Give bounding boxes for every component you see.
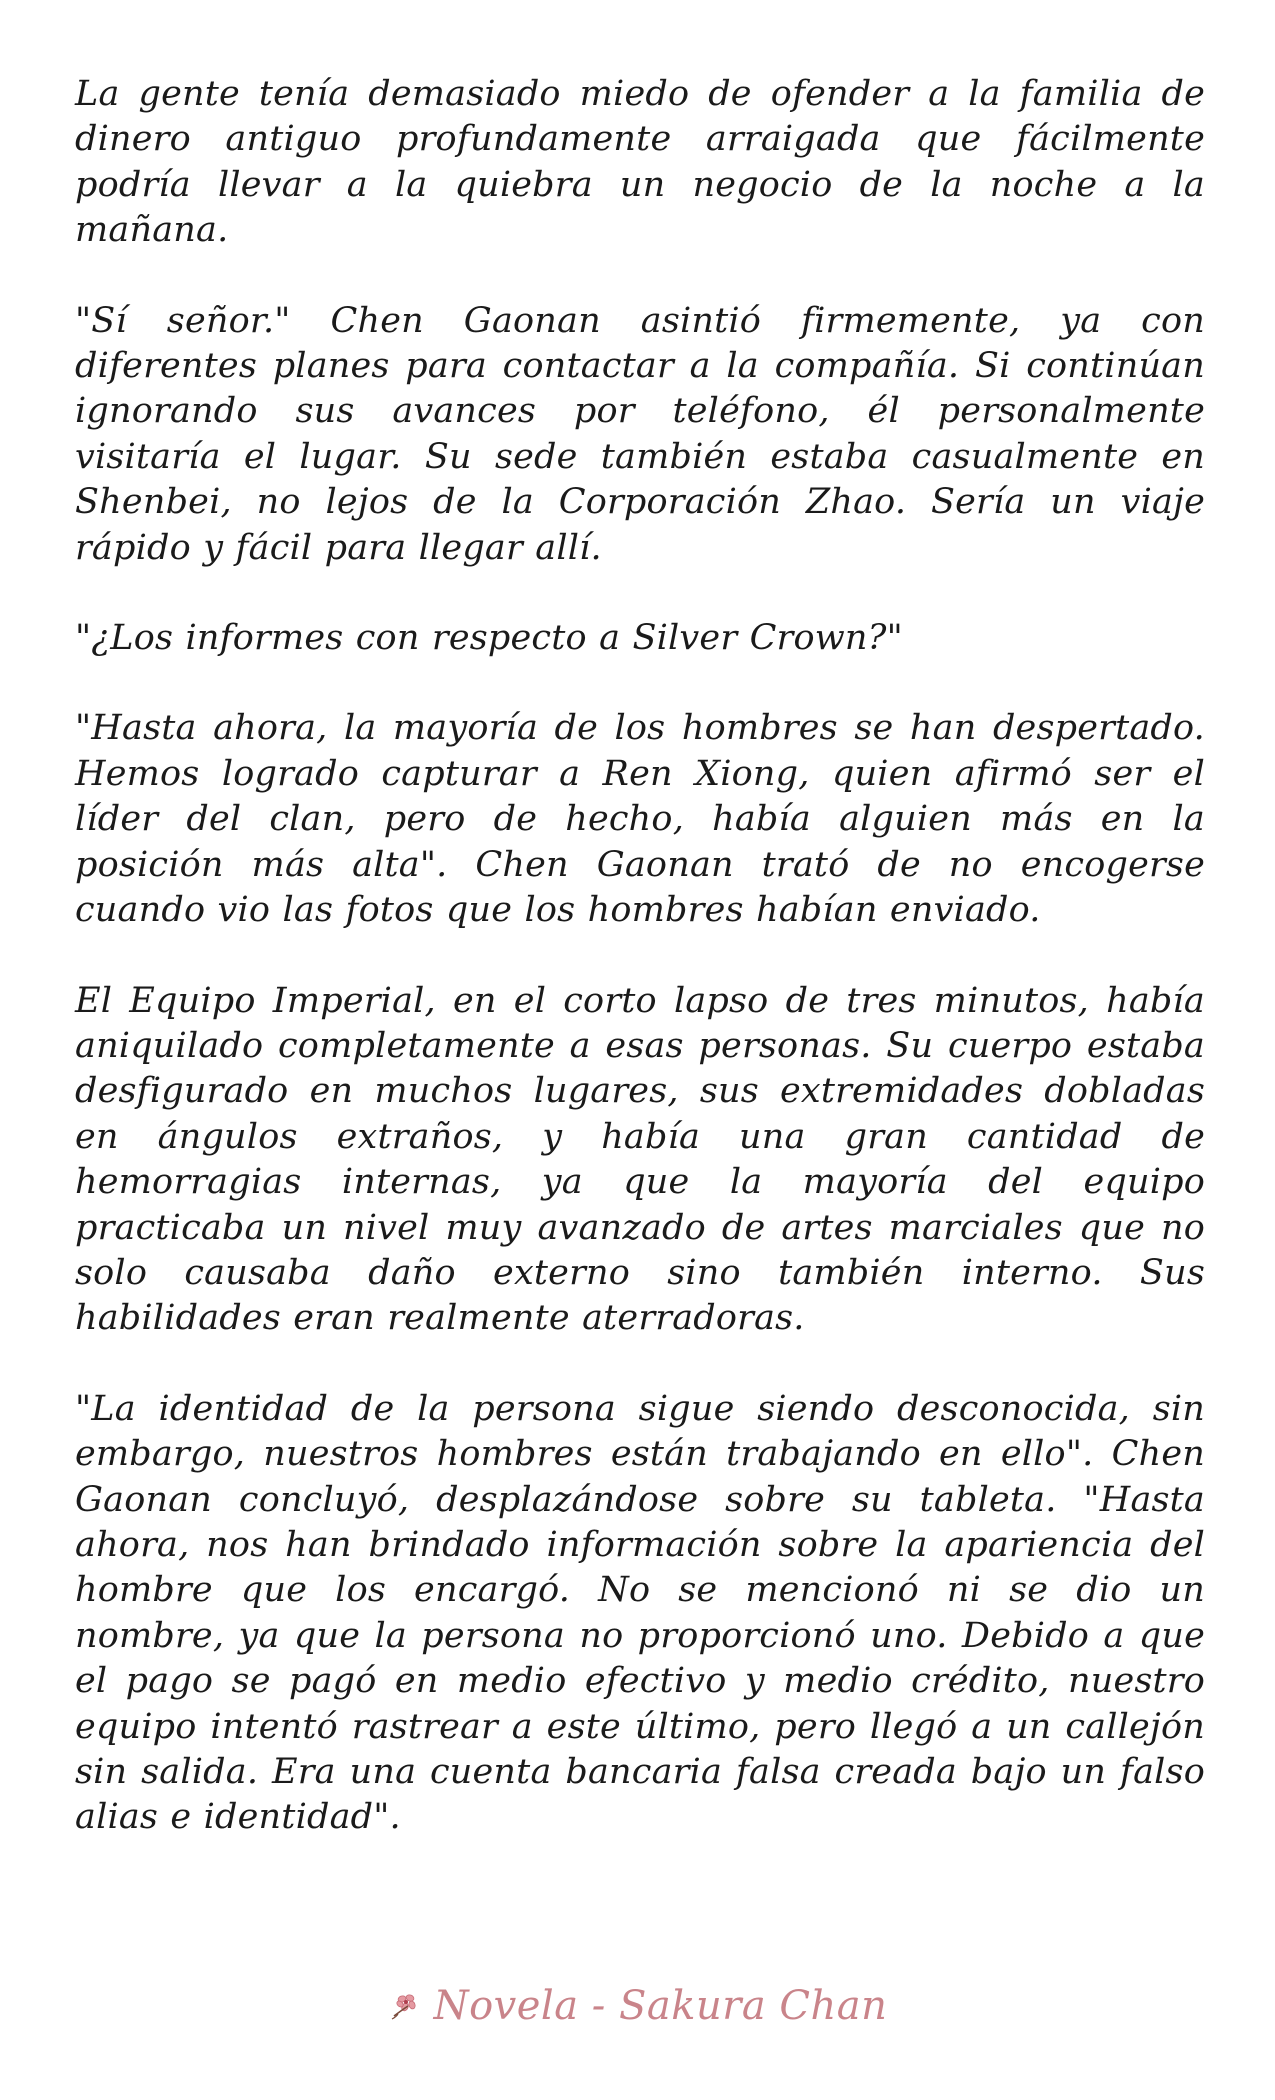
paragraph-3: "¿Los informes con respecto a Silver Crown?" — [75, 618, 903, 659]
paragraph-2: "Sí señor." Chen Gaonan asintió firmemente, ya con diferentes planes para contactar a la compañía. Si continúan ignorando sus avances por teléfono, él personalmente visitaría el lugar. Su sede también estaba casualmente en Shenbei, no lejos de la Corporación Zhao. Sería un viaje rápido y fácil para llegar allí. — [75, 300, 1205, 568]
paragraph-6: "La identidad de la persona sigue siendo desconocida, sin embargo, nuestros hombres están trabajando en ello". Chen Gaonan concluyó, desplazándose sobre su tableta. "Hasta ahora, nos han brindado información sobre la apariencia del hombre que los encargó. No se mencionó ni se dio un nombre, ya que la persona no proporcionó uno. Debido a que el pago se pagó en medio efectivo y medio crédito, nuestro equipo intentó rastrear a este último, pero llegó a un callejón sin salida. Era una cuenta bancaria falsa creada bajo un falso alias e identidad". — [75, 1388, 1205, 1838]
sakura-blossom-icon — [388, 1990, 428, 2022]
paragraph-1: La gente tenía demasiado miedo de ofender a la familia de dinero antiguo profundamente arraigada que fácilmente podría llevar a la quiebra un negocio de la noche a la mañana. — [75, 74, 1205, 251]
paragraph-5: El Equipo Imperial, en el corto lapso de tres minutos, había aniquilado completamente a esas personas. Su cuerpo estaba desfigurado en muchos lugares, sus extremidades dobladas en ángulos extraños, y había una gran cantidad de hemorragias internas, ya que la mayoría del equipo practicaba un nivel muy avanzado de artes marciales que no solo causaba daño externo sino también interno. Sus habilidades eran realmente aterradoras. — [75, 980, 1205, 1339]
paragraph-4: "Hasta ahora, la mayoría de los hombres se han despertado. Hemos logrado capturar a Ren Xiong, quien afirmó ser el líder del clan, pero de hecho, había alguien más en la posición más alta". Chen Gaonan trató de no encogerse cuando vio las fotos que los hombres habían enviado. — [75, 708, 1205, 931]
watermark — [0, 1983, 1275, 2029]
document-body — [75, 72, 1205, 1886]
watermark-text: Novela - Sakura Chan — [433, 1983, 888, 2029]
